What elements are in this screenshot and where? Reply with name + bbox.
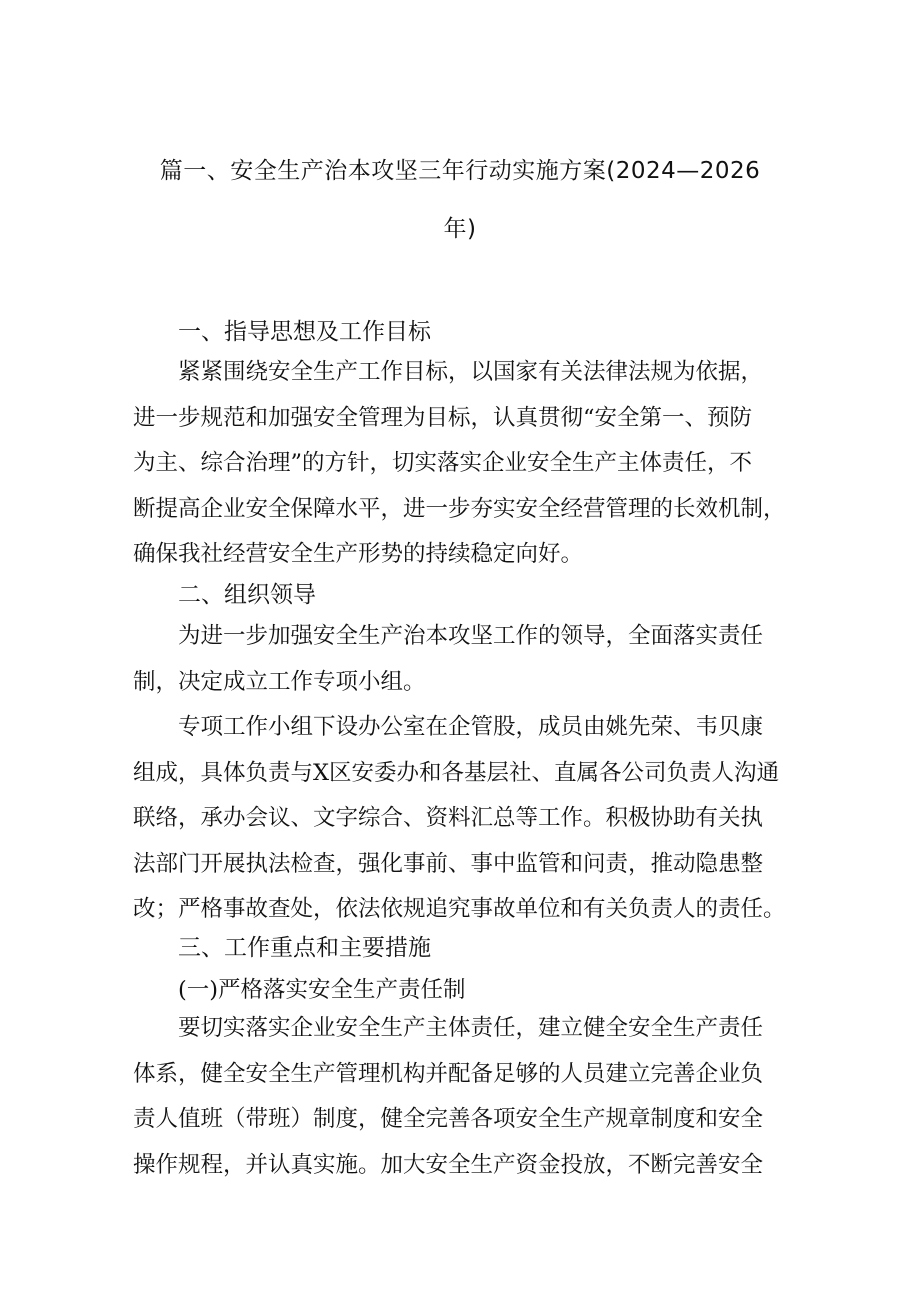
text-line: 为主、综合治理”的方针，切实落实企业安全生产主体责任，不 (133, 450, 753, 476)
text-line: 组成，具体负责与X区安委办和各基层社、直属各公司负责人沟通 (133, 759, 780, 786)
section-heading-key-measures: 三、工作重点和主要措施 (178, 935, 431, 961)
text-line: 专项工作小组下设办公室在企管股，成员由姚先荣、韦贝康 (178, 714, 764, 740)
text-line: 为进一步加强安全生产治本攻坚工作的领导，全面落实责任 (178, 623, 764, 649)
text-line: 责人值班（带班）制度，健全完善各项安全生产规章制度和安全 (133, 1106, 764, 1132)
paragraph-organization-1 (133, 614, 793, 705)
text-line: 断提高企业安全保障水平，进一步夯实安全经营管理的长效机制， (133, 495, 786, 522)
document-title-line-1: 篇一、安全生产治本攻坚三年行动实施方案(2024—2026 (159, 158, 761, 184)
text-line: 改；严格事故查处，依法依规追究事故单位和有关负责人的责任。 (133, 896, 786, 922)
paragraph-guiding-ideology (133, 350, 793, 578)
paragraph-organization-2 (133, 705, 793, 933)
document-title-line-2: 年) (443, 216, 477, 242)
text-line: 操作规程，并认真实施。加大安全生产资金投放，不断完善安全 (133, 1151, 764, 1178)
section-heading-guiding-ideology: 一、指导思想及工作目标 (178, 319, 431, 345)
text-line: 法部门开展执法检查，强化事前、事中监管和问责，推动隐患整 (133, 850, 764, 877)
text-line: 进一步规范和加强安全管理为目标，认真贯彻“安全第一、预防 (133, 404, 753, 431)
text-line: 确保我社经营安全生产形势的持续稳定向好。 (133, 541, 584, 567)
paragraph-key-measures (133, 1006, 793, 1188)
section-heading-organization: 二、组织领导 (178, 582, 316, 608)
text-line: 制，决定成立工作专项小组。 (133, 668, 426, 695)
text-line: 要切实落实企业安全生产主体责任，建立健全安全生产责任 (178, 1015, 764, 1041)
text-line: 体系，健全安全生产管理机构并配备足够的人员建立完善企业负 (133, 1060, 764, 1087)
text-line: 联络，承办会议、文字综合、资料汇总等工作。积极协助有关执 (133, 805, 764, 831)
text-line: 紧紧围绕安全生产工作目标，以国家有关法律法规为依据， (178, 359, 764, 385)
subheading-responsibility-system: (一)严格落实安全生产责任制 (178, 977, 466, 1003)
